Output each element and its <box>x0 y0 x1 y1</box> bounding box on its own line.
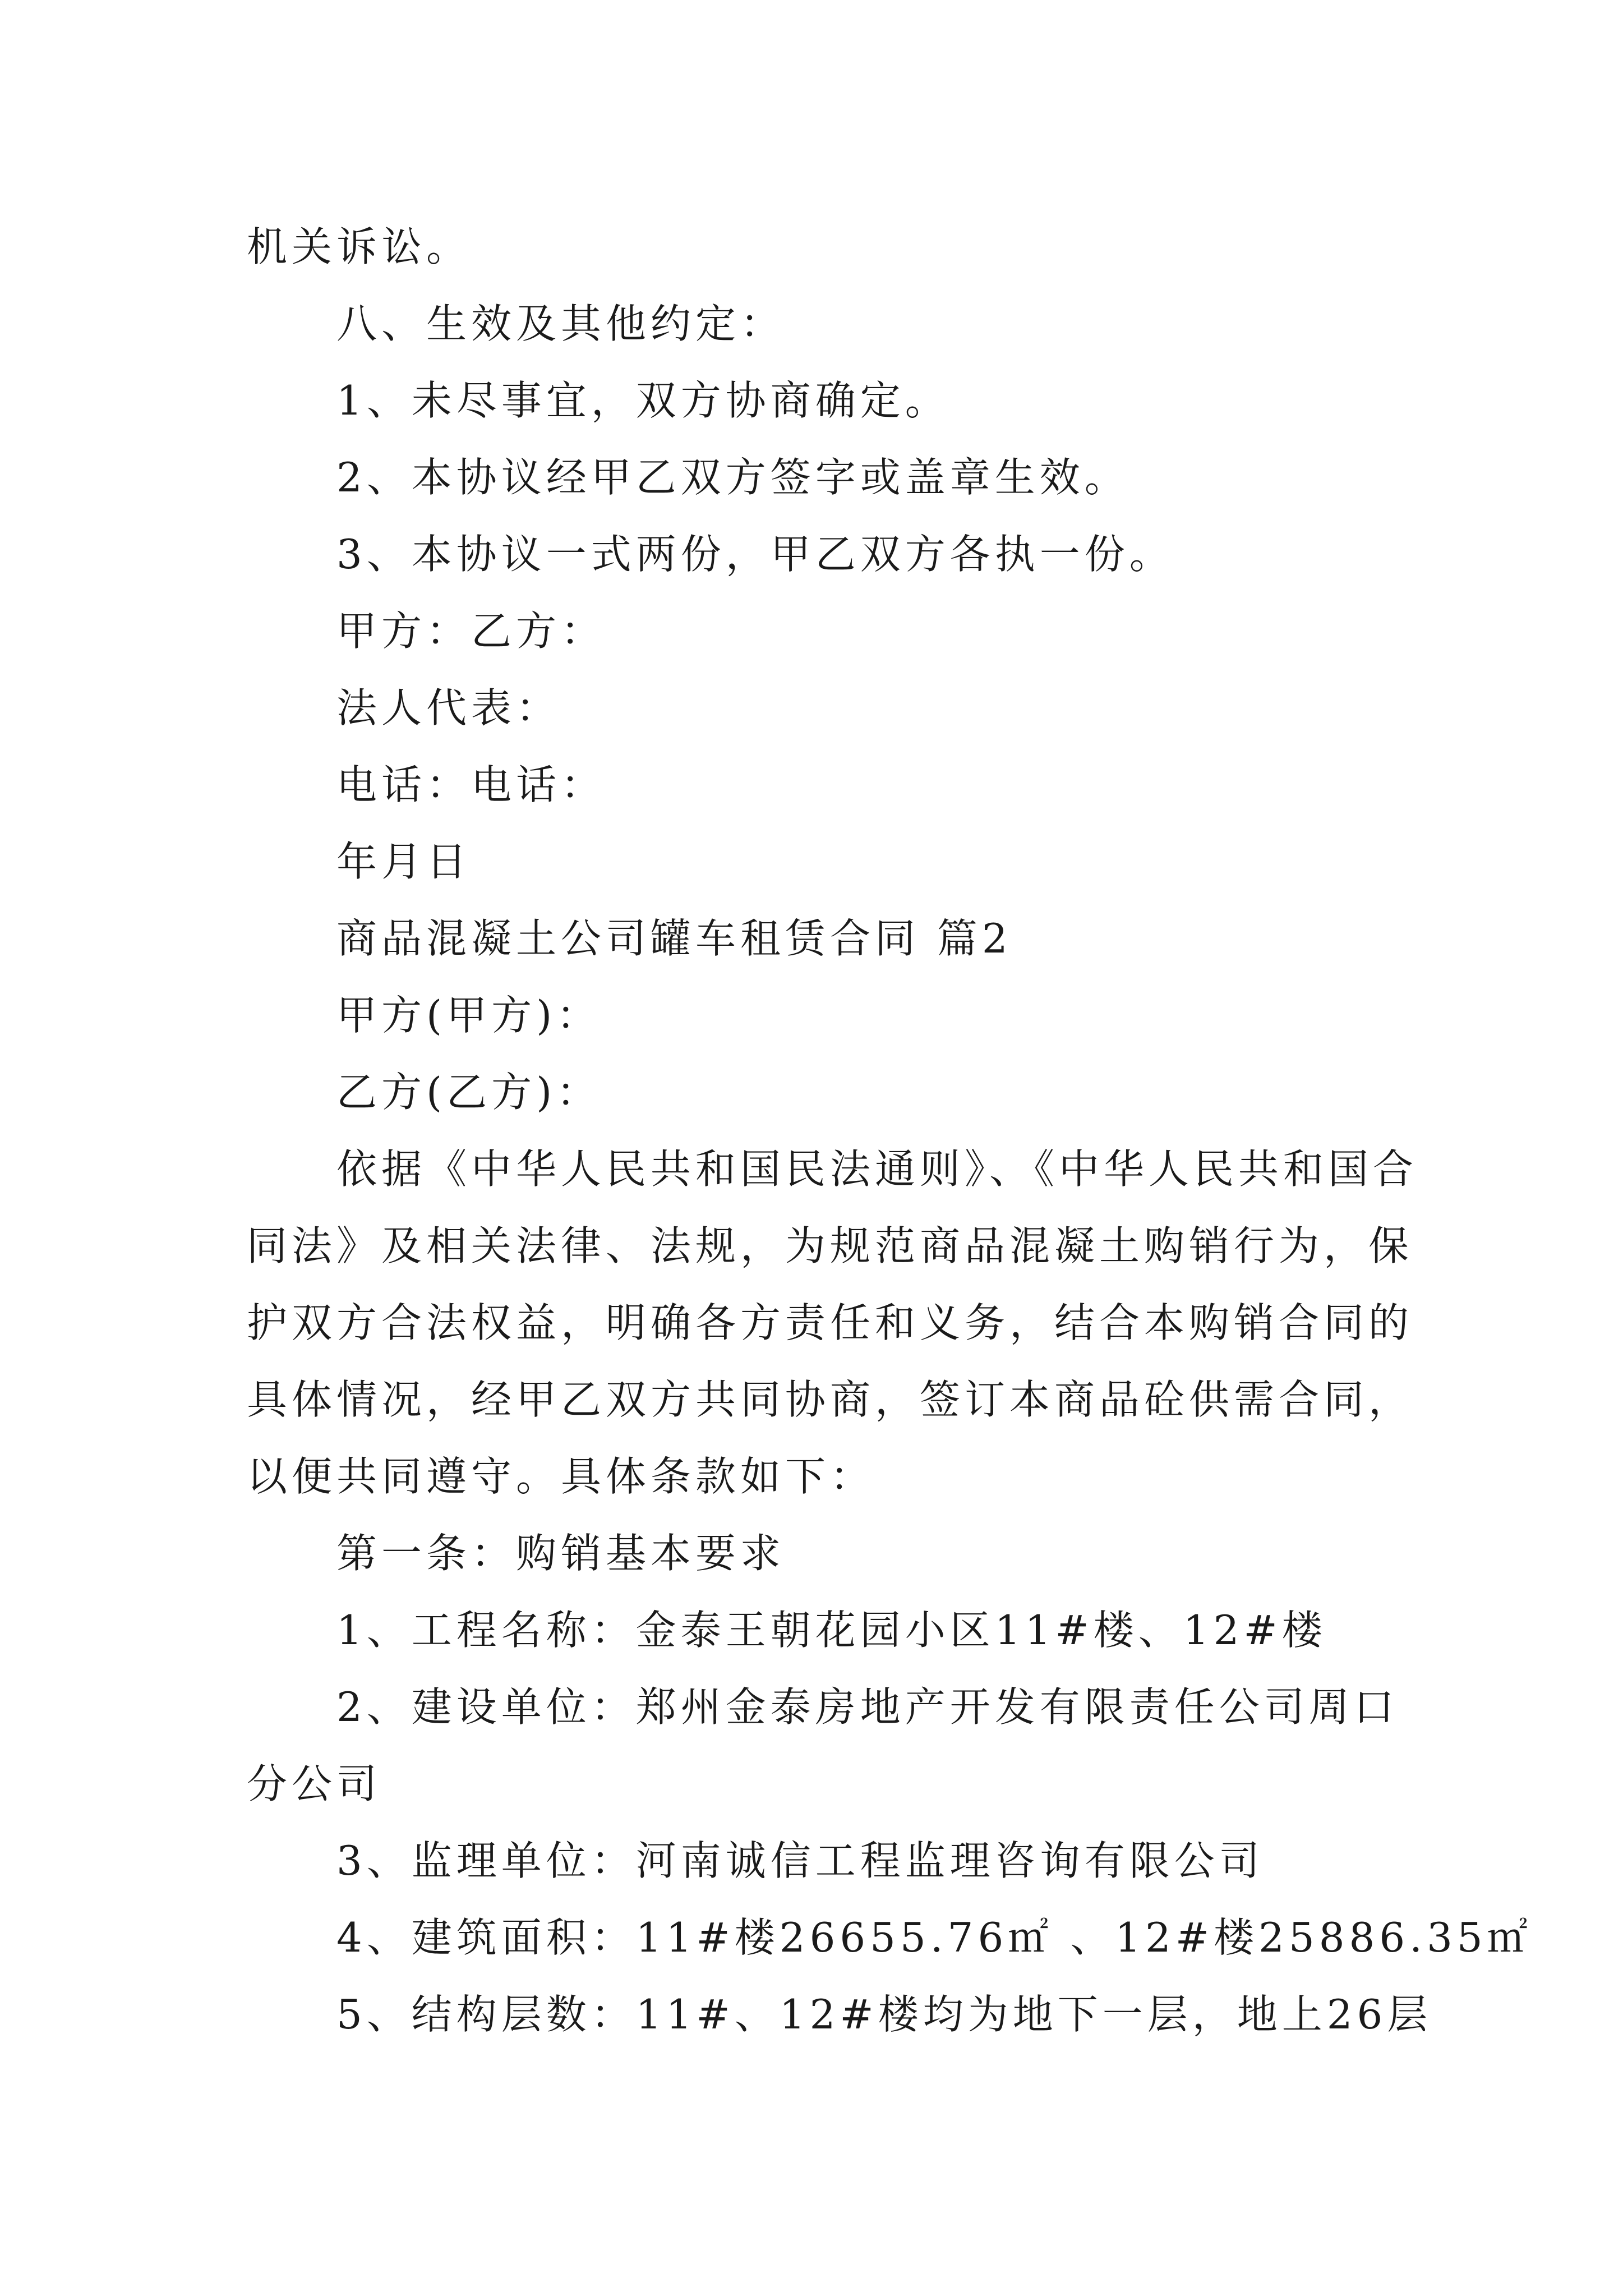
text-line: 依据《中华人民共和国民法通则》、《中华人民共和国合 <box>336 1145 1418 1193</box>
text-line: 以便共同遵守。具体条款如下： <box>247 1453 875 1500</box>
date-line: 年月日 <box>336 838 472 885</box>
text-line: 同法》及相关法律、法规，为规范商品混凝土购销行为，保 <box>247 1222 1414 1269</box>
text-line: 1、未尽事宜，双方协商确定。 <box>336 377 950 424</box>
text-line: 3、监理单位：河南诚信工程监理咨询有限公司 <box>336 1837 1264 1884</box>
party-a-line: 甲方(甲方)： <box>336 992 602 1039</box>
contract-title: 商品混凝土公司罐车租赁合同 篇2 <box>336 915 1012 962</box>
text-line: 1、工程名称：金泰王朝花园小区11#楼、12#楼 <box>336 1607 1327 1654</box>
document-body <box>247 209 1532 2053</box>
text-line: 机关诉讼。 <box>247 223 472 270</box>
legal-representative-line: 法人代表： <box>336 684 561 731</box>
text-line: 分公司 <box>247 1760 382 1807</box>
text-line: 5、结构层数：11#、12#楼均为地下一层，地上26层 <box>336 1991 1432 2038</box>
text-line: 2、本协议经甲乙双方签字或盖章生效。 <box>336 454 1129 501</box>
article-heading: 第一条：购销基本要求 <box>336 1530 786 1577</box>
text-line: 2、建设单位：郑州金泰房地产开发有限责任公司周口 <box>336 1683 1399 1731</box>
signature-party-line: 甲方：乙方： <box>336 608 606 655</box>
text-line: 护双方合法权益，明确各方责任和义务，结合本购销合同的 <box>247 1299 1414 1346</box>
text-line: 具体情况，经甲乙双方共同协商，签订本商品砼供需合同， <box>247 1376 1414 1423</box>
text-line: 3、本协议一式两份，甲乙双方各执一份。 <box>336 531 1174 578</box>
section-heading: 八、生效及其他约定： <box>336 300 786 347</box>
party-b-line: 乙方(乙方)： <box>336 1069 602 1116</box>
phone-line: 电话：电话： <box>336 761 606 808</box>
text-line: 4、建筑面积：11#楼26655.76㎡ 、12#楼25886.35㎡ <box>336 1914 1532 1961</box>
